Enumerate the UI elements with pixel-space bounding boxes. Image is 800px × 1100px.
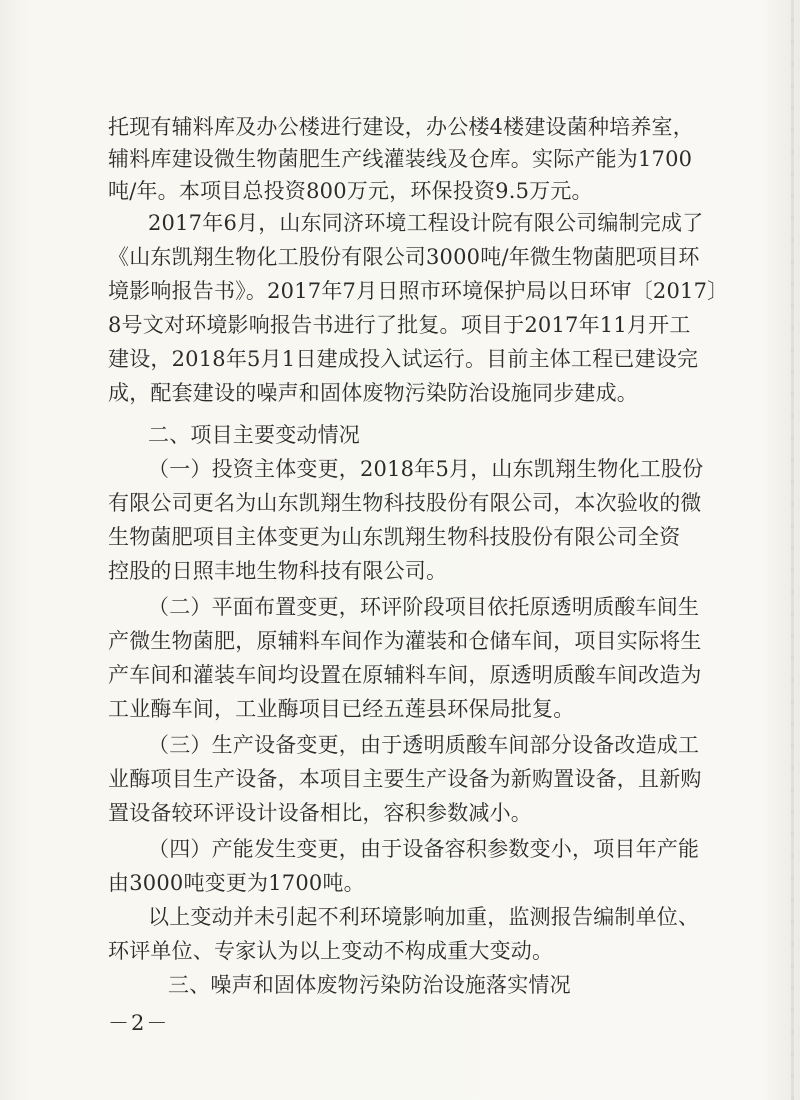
page-number: －2－ bbox=[108, 1011, 170, 1035]
body-line-13: 生物菌肥项目主体变更为山东凯翔生物科技股份有限公司全资 bbox=[108, 525, 681, 549]
body-line-20: 业酶项目生产设备，本项目主要生产设备为新购置设备，且新购 bbox=[108, 767, 702, 791]
body-line-21: 置设备较环评设计设备相比，容积参数减小。 bbox=[108, 801, 532, 825]
body-line-15: （二）平面布置变更，环评阶段项目依托原透明质酸车间生 bbox=[148, 595, 700, 619]
body-line-2: 辅料库建设微生物菌肥生产线灌装线及仓库。实际产能为1700 bbox=[108, 147, 693, 171]
body-line-14: 控股的日照丰地生物科技有限公司。 bbox=[108, 559, 448, 583]
body-line-22: （四）产能发生变更，由于设备容积参数变小，项目年产能 bbox=[148, 837, 700, 861]
section-heading-3: 三、噪声和固体废物污染防治设施落实情况 bbox=[168, 973, 571, 997]
body-line-19: （三）生产设备变更，由于透明质酸车间部分设备改造成工 bbox=[148, 733, 700, 757]
body-line-3: 吨/年。本项目总投资800万元，环保投资9.5万元。 bbox=[108, 179, 593, 203]
body-line-16: 产微生物菌肥，原辅料车间作为灌装和仓储车间，项目实际将生 bbox=[108, 629, 702, 653]
body-line-8: 建设，2018年5月1日建成投入试运行。目前主体工程已建设完 bbox=[108, 347, 699, 371]
section-heading-2: 二、项目主要变动情况 bbox=[148, 423, 360, 447]
body-line-9: 成，配套建设的噪声和固体废物污染防治设施同步建成。 bbox=[108, 381, 638, 405]
body-line-17: 产车间和灌装车间均设置在原辅料车间，原透明质酸车间改造为 bbox=[108, 663, 702, 687]
body-line-4: 2017年6月，山东同济环境工程设计院有限公司编制完成了 bbox=[148, 211, 704, 235]
body-line-18: 工业酶车间，工业酶项目已经五莲县环保局批复。 bbox=[108, 697, 575, 721]
body-line-24: 以上变动并未引起不利环境影响加重，监测报告编制单位、 bbox=[148, 905, 700, 929]
body-line-6: 境影响报告书》。2017年7月日照市环境保护局以日环审〔2017〕 bbox=[108, 279, 729, 303]
body-line-11: （一）投资主体变更，2018年5月，山东凯翔生物化工股份 bbox=[148, 457, 704, 481]
body-line-23: 由3000吨变更为1700吨。 bbox=[108, 871, 365, 895]
body-line-1: 托现有辅料库及办公楼进行建设，办公楼4楼建设菌种培养室， bbox=[108, 115, 694, 139]
body-line-5: 《山东凯翔生物化工股份有限公司3000吨/年微生物菌肥项目环 bbox=[108, 245, 700, 269]
body-line-12: 有限公司更名为山东凯翔生物科技股份有限公司，本次验收的微 bbox=[108, 491, 702, 515]
body-line-25: 环评单位、专家认为以上变动不构成重大变动。 bbox=[108, 939, 554, 963]
page-edge bbox=[791, 0, 794, 1100]
body-line-7: 8号文对环境影响报告书进行了批复。项目于2017年11月开工 bbox=[108, 313, 691, 337]
